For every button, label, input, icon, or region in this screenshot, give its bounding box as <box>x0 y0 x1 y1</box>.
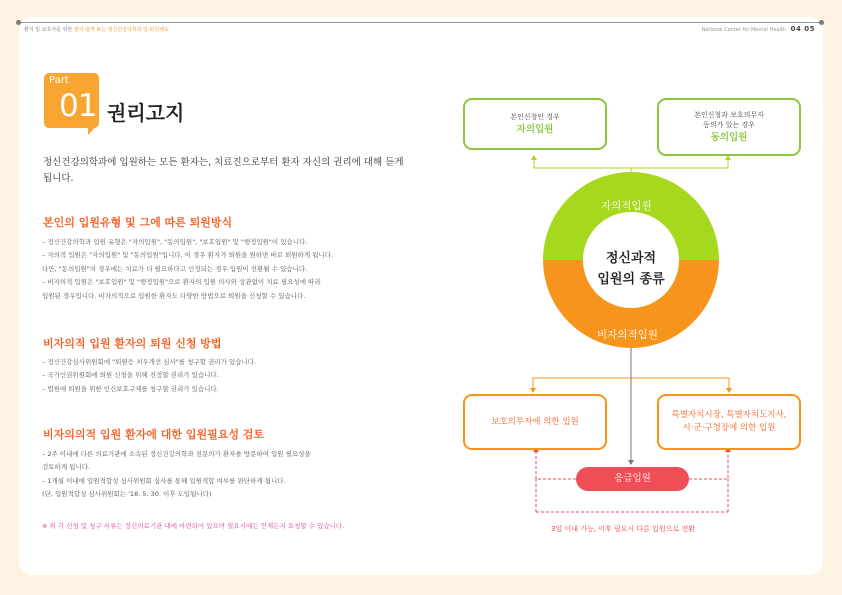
list-item: – 국가인권위원회에 퇴원 신청을 위해 진정할 권리가 있습니다. <box>42 371 219 380</box>
list-item: 입원된 경우입니다. 비자의적으로 입원한 환자도 다양한 방법으로 퇴원을 신청할 수 있습니다. <box>42 291 306 300</box>
donut-center-title <box>586 248 676 290</box>
box-consent-label: 동의입원 <box>710 131 748 143</box>
donut-center-line-2: 입원의 종류 <box>597 272 665 287</box>
list-item: – 법원에 퇴원을 위한 인신보호구제를 청구할 권리가 있습니다. <box>42 384 219 393</box>
running-header-prefix: 환자 및 보호자를 위한 <box>24 27 73 33</box>
box-voluntary-label: 자의입원 <box>516 123 554 135</box>
box-consent-admission <box>657 98 801 156</box>
arrow-down-admin <box>726 388 732 393</box>
section-title-admission-types: 본인의 입원유형 및 그에 따른 퇴원방식 <box>43 216 233 229</box>
arrow-down-guardian <box>530 388 536 393</box>
section-title-discharge-request: 비자의적 입원 환자의 퇴원 신청 방법 <box>43 337 222 350</box>
green-connector <box>534 160 728 172</box>
list-item: – 2주 이내에 다른 의료기관에 소속된 정신건강의학과 전문의가 환자를 방문하여 입원 필요성을 <box>42 450 311 458</box>
intro-paragraph: 정신건강의학과에 입원하는 모든 환자는, 치료진으로부터 환자 자신의 권리에 대해 듣게 됩니다. <box>43 157 404 184</box>
arrow-up-voluntary <box>531 155 537 160</box>
box-consent-condition-1: 본인신청과 보호의무자 <box>694 110 764 119</box>
donut-center-line-1: 정신과적 <box>605 251 657 266</box>
box-guardian-label: 보호의무자에 의한 입원 <box>491 416 579 427</box>
box-admin-label-2: 시·군·구청장에 의한 입원 <box>682 423 776 433</box>
donut-label-involuntary: 비자의적입원 <box>597 329 658 341</box>
running-header-highlight: 알기 쉽게 보는 정신건강의학과 입·퇴원제도 <box>73 27 169 33</box>
list-item: – 정신건강심사위원회에 "퇴원등 처우개선 심사"를 청구할 권리가 있습니다. <box>42 358 257 366</box>
box-guardian-admission <box>463 394 607 450</box>
page-numbers: 04 05 <box>790 25 815 33</box>
list-item: – 정신건강의학과 입원 유형은 "자의입원", "동의입원", "보호입원" 및 "행정입원"이 있습니다. <box>42 238 308 246</box>
list-item: 검토하게 됩니다. <box>42 463 91 472</box>
emergency-admission-pill: 응급입원 <box>576 467 689 491</box>
part-number: 01 <box>59 88 97 124</box>
emergency-note: 3일 이내 가능, 이후 필요시 다른 입원으로 전환 <box>551 525 695 533</box>
chapter-title: 권리고지 <box>107 101 185 125</box>
list-item: 다만, "동의입원"의 경우에는 치료가 더 필요하다고 인정되는 경우 입원이 전환될 수 있습니다. <box>42 264 308 273</box>
box-voluntary-admission <box>463 98 607 150</box>
list-item: – 비자의적 입원은 "보호입원" 및 "행정입원"으로 환자의 입원 의사와 상관없이 치료 필요성에 따라 <box>42 278 321 287</box>
box-administrative-admission <box>657 394 801 450</box>
footnote: ※ 위 각 신청 및 청구 서류는 정신의료기관 내에 마련되어 있으며 필요시에는 언제든지 요청할 수 있습니다. <box>42 522 345 530</box>
list-item: (단, 입원적합성 심사위원회는 '18. 5. 30. 이후 도입됩니다) <box>42 490 212 499</box>
list-item: – 자의적 입원은 "자의입원" 및 "동의입원"입니다. 이 경우 환자가 퇴원을 원하면 바로 퇴원하게 됩니다. <box>42 251 334 260</box>
box-voluntary-condition: 본인신청인 경우 <box>510 112 560 121</box>
box-admin-label-1: 특별자치시장, 특별자치도지사, <box>671 410 787 420</box>
arrow-down-emergency <box>628 460 634 465</box>
donut-top-half <box>543 172 719 260</box>
donut-label-voluntary: 자의적입원 <box>601 200 652 212</box>
list-item: – 1개월 이내에 입원적합성 심사위원회 심사를 통해 입원적합 여부를 판단하게 됩니다. <box>42 476 286 485</box>
section-title-necessity-review: 비자의의적 입원 환자에 대한 입원필요성 검토 <box>43 428 265 441</box>
box-consent-condition-2: 동의가 있는 경우 <box>703 120 755 129</box>
part-word: Part <box>49 75 69 86</box>
organization-name: National Center for Mental Health <box>701 27 786 33</box>
